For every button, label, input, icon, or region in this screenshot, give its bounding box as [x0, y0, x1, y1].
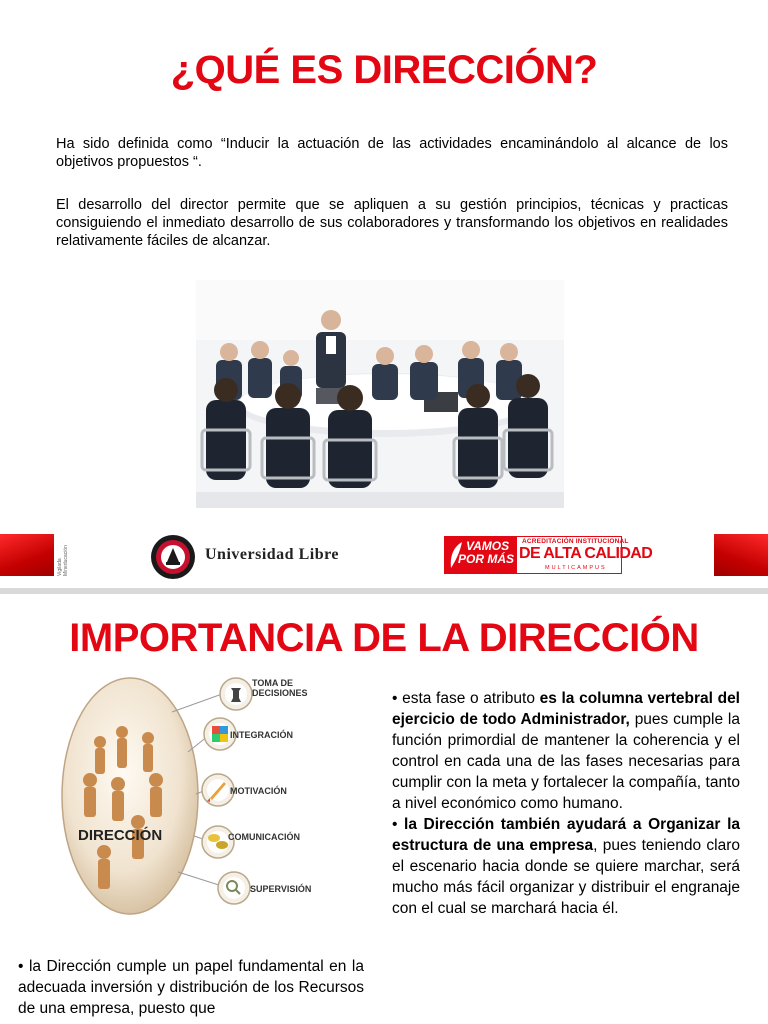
university-name-part1: Universidad: [205, 546, 295, 563]
meeting-illustration: [196, 280, 564, 508]
slide-importancia-direccion: [0, 594, 768, 1024]
acreditacion-bottom: MULTICAMPUS: [545, 565, 607, 571]
item-label: INTEGRACIÓN: [230, 730, 293, 740]
item-label-line1: TOMA DE: [252, 678, 294, 688]
meeting-photo: [196, 280, 564, 508]
puzzle-icon: [212, 726, 228, 742]
item-label: SUPERVISIÓN: [250, 884, 312, 894]
development-paragraph: El desarrollo del director permite que se apliquen a su gestión principios, técnicas y practicas consiguiendo el inmediato desarrollo de sus colaboradores y transformando los objetivos en realidades relativamente fáciles de alcanzar.: [56, 197, 728, 249]
direccion-diagram: [60, 672, 330, 920]
diagram-item-supervision: [218, 872, 311, 904]
bullet1-prefix: • esta fase o atributo: [392, 690, 540, 707]
bullet2-bold: la Dirección también ayudará a Organizar la estructura de una empresa: [392, 816, 740, 854]
feather-icon: [448, 540, 464, 570]
slide-title: IMPORTANCIA DE LA DIRECCIÓN: [69, 616, 699, 660]
acreditacion-main: DE ALTA CALIDAD: [519, 545, 653, 562]
footer-red-band-right: [714, 534, 768, 576]
bullet1-bold: es la columna vertebral del ejercicio de todo Administrador,: [392, 690, 740, 728]
university-seal-icon: [150, 534, 196, 580]
university-logo-text: [205, 546, 339, 564]
bullet2-rest: , pues teniendo claro el escenario hacia donde se quiere marchar, será mucho más fácil organizar y distribuir el engranaje con el cual se marchará hacia él.: [392, 837, 740, 917]
university-name-part2: Libre: [298, 546, 340, 563]
bullet1-rest: pues cumple la función primordial de mantener la coherencia y el control en cada una de las fases necesarias para cumplir con la meta y fortalecer la compañía, tanto a nivel económico como humano.: [392, 711, 740, 812]
vigilada-note: Vigilada Mineducación: [57, 545, 69, 576]
acreditacion-top: ACREDITACIÓN INSTITUCIONAL: [522, 538, 629, 545]
bullet-organizar-estructura: [392, 814, 740, 919]
diagram-center-label: DIRECCIÓN: [78, 827, 163, 844]
diagram-item-motivacion: [202, 774, 287, 806]
item-label: COMUNICACIÓN: [228, 832, 300, 842]
diagram-item-comunicacion: [202, 826, 300, 858]
bullet-columna-vertebral: [392, 688, 740, 814]
diagram-item-integracion: [204, 718, 293, 750]
item-label: MOTIVACIÓN: [230, 786, 287, 796]
right-bullets: [392, 688, 740, 919]
slide-title: ¿QUÉ ES DIRECCIÓN?: [170, 48, 598, 92]
definition-paragraph: Ha sido definida como “Inducir la actuación de las actividades encaminándolo al alcance de los objetivos propuestos “.: [56, 136, 728, 170]
footer-red-band-left: [0, 534, 54, 576]
vamos-line2: POR MÁS: [458, 552, 515, 566]
globe-shape: [62, 678, 198, 914]
bullet2-prefix: •: [392, 816, 405, 833]
bullet-recursos: • la Dirección cumple un papel fundamental en la adecuada inversión y distribución de los Recursos de una empresa, puesto que: [18, 958, 364, 1017]
diagram-item-toma-decisiones: [220, 678, 308, 710]
item-label-line2: DECISIONES: [252, 688, 308, 698]
vamos-line1: VAMOS: [466, 539, 510, 553]
